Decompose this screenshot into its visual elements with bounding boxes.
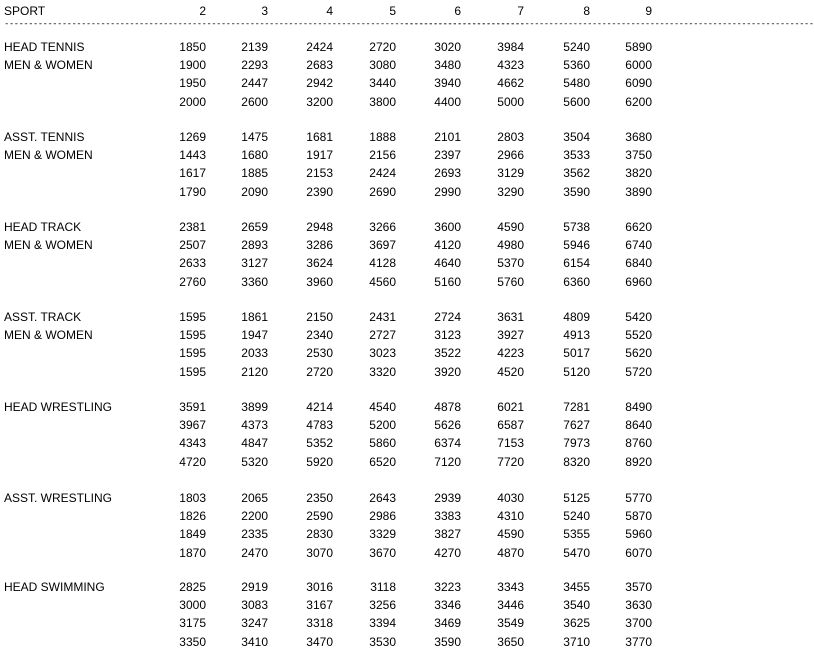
table-cell: 3590 bbox=[434, 635, 461, 649]
table-cell: 2590 bbox=[306, 509, 333, 523]
table-cell: 1850 bbox=[179, 40, 206, 54]
table-cell: 5160 bbox=[434, 275, 461, 289]
table-cell: 2424 bbox=[369, 166, 396, 180]
table-cell: 3750 bbox=[625, 148, 652, 162]
table-cell: 6740 bbox=[625, 238, 652, 252]
table-cell: 4809 bbox=[563, 310, 590, 324]
table-cell: 2139 bbox=[241, 40, 268, 54]
sport-label: ASST. TRACK bbox=[4, 310, 82, 324]
sport-group bbox=[0, 400, 729, 472]
table-cell: 3624 bbox=[306, 256, 333, 270]
table-cell: 2966 bbox=[497, 148, 524, 162]
table-row bbox=[0, 58, 729, 76]
table-cell: 3591 bbox=[179, 400, 206, 414]
table-cell: 2948 bbox=[306, 220, 333, 234]
table-cell: 5120 bbox=[563, 365, 590, 379]
table-cell: 3127 bbox=[241, 256, 268, 270]
table-cell: 5520 bbox=[625, 328, 652, 342]
sport-group bbox=[0, 491, 729, 563]
table-cell: 3343 bbox=[497, 580, 524, 594]
table-cell: 2720 bbox=[369, 40, 396, 54]
header-col-7: 7 bbox=[517, 4, 524, 18]
table-cell: 2633 bbox=[179, 256, 206, 270]
table-cell: 3697 bbox=[369, 238, 396, 252]
table-cell: 4520 bbox=[497, 365, 524, 379]
table-cell: 4323 bbox=[497, 58, 524, 72]
table-cell: 3920 bbox=[434, 365, 461, 379]
table-cell: 3630 bbox=[625, 598, 652, 612]
table-row bbox=[0, 185, 729, 203]
table-cell: 3266 bbox=[369, 220, 396, 234]
table-cell: 4590 bbox=[497, 220, 524, 234]
table-cell: 4783 bbox=[306, 418, 333, 432]
table-cell: 3530 bbox=[369, 635, 396, 649]
table-cell: 3562 bbox=[563, 166, 590, 180]
header-col-9: 9 bbox=[645, 4, 652, 18]
table-cell: 1947 bbox=[241, 328, 268, 342]
table-cell: 1917 bbox=[306, 148, 333, 162]
table-cell: 4214 bbox=[306, 400, 333, 414]
table-cell: 1681 bbox=[306, 130, 333, 144]
sport-group bbox=[0, 220, 729, 292]
table-cell: 1617 bbox=[179, 166, 206, 180]
table-cell: 2156 bbox=[369, 148, 396, 162]
table-cell: 5125 bbox=[563, 491, 590, 505]
table-row bbox=[0, 491, 729, 509]
table-cell: 3480 bbox=[434, 58, 461, 72]
table-cell: 3290 bbox=[497, 185, 524, 199]
table-cell: 2919 bbox=[241, 580, 268, 594]
table-cell: 1885 bbox=[241, 166, 268, 180]
table-cell: 3533 bbox=[563, 148, 590, 162]
table-row bbox=[0, 546, 729, 564]
sport-group bbox=[0, 580, 729, 652]
table-cell: 5946 bbox=[563, 238, 590, 252]
table-cell: 5770 bbox=[625, 491, 652, 505]
table-cell: 8640 bbox=[625, 418, 652, 432]
table-cell: 4223 bbox=[497, 346, 524, 360]
table-cell: 2200 bbox=[241, 509, 268, 523]
table-cell: 5890 bbox=[625, 40, 652, 54]
table-row bbox=[0, 616, 729, 634]
header-col-2: 2 bbox=[199, 4, 206, 18]
table-cell: 7720 bbox=[497, 455, 524, 469]
table-cell: 4913 bbox=[563, 328, 590, 342]
sport-label: ASST. WRESTLING bbox=[4, 491, 113, 505]
table-cell: 2659 bbox=[241, 220, 268, 234]
table-cell: 2431 bbox=[369, 310, 396, 324]
table-cell: 1475 bbox=[241, 130, 268, 144]
table-cell: 4373 bbox=[241, 418, 268, 432]
sport-label: HEAD SWIMMING bbox=[4, 580, 105, 594]
table-cell: 4400 bbox=[434, 95, 461, 109]
table-cell: 2825 bbox=[179, 580, 206, 594]
table-row bbox=[0, 635, 729, 653]
table-cell: 5000 bbox=[497, 95, 524, 109]
table-cell: 3020 bbox=[434, 40, 461, 54]
table-row bbox=[0, 256, 729, 274]
table-cell: 5920 bbox=[306, 455, 333, 469]
table-cell: 2101 bbox=[434, 130, 461, 144]
sport-label: MEN & WOMEN bbox=[4, 58, 93, 72]
table-cell: 2720 bbox=[306, 365, 333, 379]
table-cell: 2683 bbox=[306, 58, 333, 72]
table-row bbox=[0, 527, 729, 545]
table-cell: 3504 bbox=[563, 130, 590, 144]
table-cell: 4540 bbox=[369, 400, 396, 414]
table-cell: 3710 bbox=[563, 635, 590, 649]
table-cell: 2397 bbox=[434, 148, 461, 162]
table-cell: 6154 bbox=[563, 256, 590, 270]
sport-label: MEN & WOMEN bbox=[4, 328, 93, 342]
table-cell: 2724 bbox=[434, 310, 461, 324]
table-cell: 2120 bbox=[241, 365, 268, 379]
table-cell: 3940 bbox=[434, 76, 461, 90]
table-cell: 3800 bbox=[369, 95, 396, 109]
table-cell: 4878 bbox=[434, 400, 461, 414]
table-row bbox=[0, 346, 729, 364]
table-cell: 6200 bbox=[625, 95, 652, 109]
table-cell: 2643 bbox=[369, 491, 396, 505]
table-cell: 3600 bbox=[434, 220, 461, 234]
table-cell: 3123 bbox=[434, 328, 461, 342]
header-col-3: 3 bbox=[261, 4, 268, 18]
table-cell: 4270 bbox=[434, 546, 461, 560]
table-cell: 1900 bbox=[179, 58, 206, 72]
table-cell: 1861 bbox=[241, 310, 268, 324]
table-cell: 4662 bbox=[497, 76, 524, 90]
table-cell: 4560 bbox=[369, 275, 396, 289]
table-cell: 3820 bbox=[625, 166, 652, 180]
table-cell: 3080 bbox=[369, 58, 396, 72]
table-cell: 3827 bbox=[434, 527, 461, 541]
table-row bbox=[0, 238, 729, 256]
table-cell: 4640 bbox=[434, 256, 461, 270]
table-cell: 2335 bbox=[241, 527, 268, 541]
table-cell: 1950 bbox=[179, 76, 206, 90]
table-row bbox=[0, 436, 729, 454]
table-cell: 5240 bbox=[563, 509, 590, 523]
table-row bbox=[0, 418, 729, 436]
table-cell: 4590 bbox=[497, 527, 524, 541]
header-col-5: 5 bbox=[389, 4, 396, 18]
table-row bbox=[0, 166, 729, 184]
table-cell: 3167 bbox=[306, 598, 333, 612]
table-cell: 5480 bbox=[563, 76, 590, 90]
table-cell: 3070 bbox=[306, 546, 333, 560]
table-cell: 6520 bbox=[369, 455, 396, 469]
sport-label: HEAD WRESTLING bbox=[4, 400, 113, 414]
table-row bbox=[0, 76, 729, 94]
table-cell: 8490 bbox=[625, 400, 652, 414]
table-cell: 5200 bbox=[369, 418, 396, 432]
table-cell: 2893 bbox=[241, 238, 268, 252]
header-col-6: 6 bbox=[454, 4, 461, 18]
table-cell: 2390 bbox=[306, 185, 333, 199]
table-cell: 2350 bbox=[306, 491, 333, 505]
table-cell: 3570 bbox=[625, 580, 652, 594]
table-cell: 5600 bbox=[563, 95, 590, 109]
table-cell: 3083 bbox=[241, 598, 268, 612]
table-row bbox=[0, 40, 729, 58]
table-cell: 3455 bbox=[563, 580, 590, 594]
header-divider-left: ------------------------------------------------------------------------------------------------------------ bbox=[4, 19, 525, 29]
table-cell: 2760 bbox=[179, 275, 206, 289]
table-row bbox=[0, 220, 729, 238]
table-cell: 3522 bbox=[434, 346, 461, 360]
table-cell: 1443 bbox=[179, 148, 206, 162]
table-cell: 3650 bbox=[497, 635, 524, 649]
table-cell: 3318 bbox=[306, 616, 333, 630]
table-cell: 3899 bbox=[241, 400, 268, 414]
table-cell: 2507 bbox=[179, 238, 206, 252]
table-cell: 3350 bbox=[179, 635, 206, 649]
table-cell: 2727 bbox=[369, 328, 396, 342]
table-cell: 3440 bbox=[369, 76, 396, 90]
table-cell: 5370 bbox=[497, 256, 524, 270]
table-cell: 1826 bbox=[179, 509, 206, 523]
table-cell: 3700 bbox=[625, 616, 652, 630]
table-cell: 3200 bbox=[306, 95, 333, 109]
table-cell: 3446 bbox=[497, 598, 524, 612]
table-cell: 6840 bbox=[625, 256, 652, 270]
table-cell: 3383 bbox=[434, 509, 461, 523]
table-cell: 3247 bbox=[241, 616, 268, 630]
table-cell: 2939 bbox=[434, 491, 461, 505]
table-cell: 5360 bbox=[563, 58, 590, 72]
table-cell: 2340 bbox=[306, 328, 333, 342]
table-cell: 3549 bbox=[497, 616, 524, 630]
table-cell: 7120 bbox=[434, 455, 461, 469]
table-cell: 6360 bbox=[563, 275, 590, 289]
table-cell: 3329 bbox=[369, 527, 396, 541]
table-cell: 6960 bbox=[625, 275, 652, 289]
header-divider-right: ------------------------------------------------------------------------------------- bbox=[404, 19, 814, 29]
table-row bbox=[0, 310, 729, 328]
table-cell: 4720 bbox=[179, 455, 206, 469]
table-cell: 2153 bbox=[306, 166, 333, 180]
table-cell: 3927 bbox=[497, 328, 524, 342]
table-cell: 3286 bbox=[306, 238, 333, 252]
table-cell: 8760 bbox=[625, 436, 652, 450]
table-cell: 3670 bbox=[369, 546, 396, 560]
table-cell: 8320 bbox=[563, 455, 590, 469]
table-cell: 2424 bbox=[306, 40, 333, 54]
header-col-8: 8 bbox=[583, 4, 590, 18]
table-cell: 5620 bbox=[625, 346, 652, 360]
table-cell: 2293 bbox=[241, 58, 268, 72]
table-cell: 2990 bbox=[434, 185, 461, 199]
table-cell: 4030 bbox=[497, 491, 524, 505]
table-cell: 2000 bbox=[179, 95, 206, 109]
table-cell: 5320 bbox=[241, 455, 268, 469]
header-col-4: 4 bbox=[326, 4, 333, 18]
table-cell: 1849 bbox=[179, 527, 206, 541]
table-cell: 7281 bbox=[563, 400, 590, 414]
table-cell: 2803 bbox=[497, 130, 524, 144]
table-cell: 5470 bbox=[563, 546, 590, 560]
table-cell: 5352 bbox=[306, 436, 333, 450]
table-cell: 3410 bbox=[241, 635, 268, 649]
table-cell: 5626 bbox=[434, 418, 461, 432]
table-cell: 2986 bbox=[369, 509, 396, 523]
table-cell: 5760 bbox=[497, 275, 524, 289]
table-cell: 3320 bbox=[369, 365, 396, 379]
table-cell: 2381 bbox=[179, 220, 206, 234]
table-cell: 4343 bbox=[179, 436, 206, 450]
sport-label: MEN & WOMEN bbox=[4, 148, 93, 162]
table-cell: 6620 bbox=[625, 220, 652, 234]
header-sport: SPORT bbox=[4, 4, 46, 18]
table-cell: 3000 bbox=[179, 598, 206, 612]
table-cell: 2530 bbox=[306, 346, 333, 360]
table-row bbox=[0, 365, 729, 383]
table-cell: 7153 bbox=[497, 436, 524, 450]
table-cell: 1595 bbox=[179, 365, 206, 379]
table-cell: 6374 bbox=[434, 436, 461, 450]
table-cell: 5860 bbox=[369, 436, 396, 450]
table-cell: 3394 bbox=[369, 616, 396, 630]
table-cell: 3016 bbox=[306, 580, 333, 594]
table-row bbox=[0, 598, 729, 616]
table-row bbox=[0, 509, 729, 527]
table-cell: 5240 bbox=[563, 40, 590, 54]
table-row bbox=[0, 328, 729, 346]
table-cell: 4980 bbox=[497, 238, 524, 252]
table-cell: 4120 bbox=[434, 238, 461, 252]
sport-label: HEAD TENNIS bbox=[4, 40, 85, 54]
sport-group bbox=[0, 130, 729, 202]
table-cell: 4847 bbox=[241, 436, 268, 450]
table-cell: 3129 bbox=[497, 166, 524, 180]
table-cell: 3590 bbox=[563, 185, 590, 199]
table-cell: 6021 bbox=[497, 400, 524, 414]
table-cell: 5720 bbox=[625, 365, 652, 379]
table-cell: 4310 bbox=[497, 509, 524, 523]
table-cell: 3890 bbox=[625, 185, 652, 199]
table-cell: 2150 bbox=[306, 310, 333, 324]
table-cell: 2690 bbox=[369, 185, 396, 199]
table-cell: 6090 bbox=[625, 76, 652, 90]
table-cell: 3175 bbox=[179, 616, 206, 630]
table-cell: 4128 bbox=[369, 256, 396, 270]
table-row bbox=[0, 455, 729, 473]
table-cell: 3631 bbox=[497, 310, 524, 324]
table-cell: 1870 bbox=[179, 546, 206, 560]
table-cell: 5960 bbox=[625, 527, 652, 541]
table-cell: 1803 bbox=[179, 491, 206, 505]
table-cell: 3540 bbox=[563, 598, 590, 612]
table-cell: 1888 bbox=[369, 130, 396, 144]
table-cell: 2942 bbox=[306, 76, 333, 90]
table-cell: 5738 bbox=[563, 220, 590, 234]
table-cell: 7973 bbox=[563, 436, 590, 450]
table-cell: 3984 bbox=[497, 40, 524, 54]
table-cell: 5870 bbox=[625, 509, 652, 523]
table-row bbox=[0, 95, 729, 113]
table-cell: 2065 bbox=[241, 491, 268, 505]
table-cell: 1269 bbox=[179, 130, 206, 144]
table-cell: 2693 bbox=[434, 166, 461, 180]
table-cell: 7627 bbox=[563, 418, 590, 432]
table-cell: 3625 bbox=[563, 616, 590, 630]
table-cell: 3680 bbox=[625, 130, 652, 144]
table-cell: 2447 bbox=[241, 76, 268, 90]
table-cell: 1595 bbox=[179, 346, 206, 360]
table-cell: 6070 bbox=[625, 546, 652, 560]
table-cell: 2600 bbox=[241, 95, 268, 109]
table-cell: 5420 bbox=[625, 310, 652, 324]
sport-label: ASST. TENNIS bbox=[4, 130, 85, 144]
table-cell: 3346 bbox=[434, 598, 461, 612]
table-row bbox=[0, 580, 729, 598]
table-cell: 5017 bbox=[563, 346, 590, 360]
table-cell: 1790 bbox=[179, 185, 206, 199]
sport-label: HEAD TRACK bbox=[4, 220, 82, 234]
table-cell: 5355 bbox=[563, 527, 590, 541]
table-cell: 8920 bbox=[625, 455, 652, 469]
table-cell: 4870 bbox=[497, 546, 524, 560]
table-cell: 2090 bbox=[241, 185, 268, 199]
table-cell: 1595 bbox=[179, 310, 206, 324]
sport-label: MEN & WOMEN bbox=[4, 238, 93, 252]
table-cell: 2830 bbox=[306, 527, 333, 541]
table-row bbox=[0, 148, 729, 166]
table-row bbox=[0, 400, 729, 418]
table-cell: 6000 bbox=[625, 58, 652, 72]
table-cell: 3967 bbox=[179, 418, 206, 432]
sport-group bbox=[0, 40, 729, 112]
table-cell: 3960 bbox=[306, 275, 333, 289]
table-cell: 3118 bbox=[370, 580, 396, 594]
table-cell: 3469 bbox=[434, 616, 461, 630]
table-row bbox=[0, 130, 729, 148]
table-row bbox=[0, 275, 729, 293]
table-header bbox=[0, 4, 729, 20]
table-cell: 2470 bbox=[241, 546, 268, 560]
table-cell: 3360 bbox=[241, 275, 268, 289]
table-cell: 2033 bbox=[241, 346, 268, 360]
table-cell: 3770 bbox=[625, 635, 652, 649]
table-cell: 3223 bbox=[434, 580, 461, 594]
table-cell: 1680 bbox=[241, 148, 268, 162]
table-cell: 3023 bbox=[369, 346, 396, 360]
sport-group bbox=[0, 310, 729, 382]
table-cell: 3256 bbox=[369, 598, 396, 612]
table-cell: 6587 bbox=[497, 418, 524, 432]
table-cell: 3470 bbox=[306, 635, 333, 649]
table-cell: 1595 bbox=[179, 328, 206, 342]
